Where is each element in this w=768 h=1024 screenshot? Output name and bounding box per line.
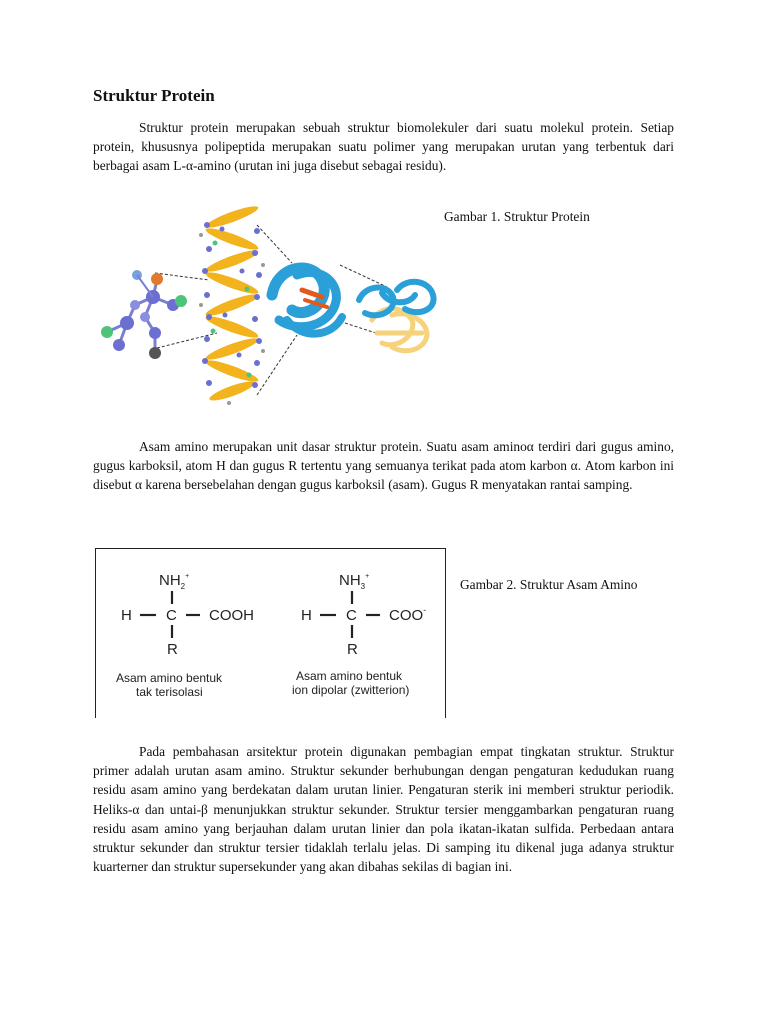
- left-label-line2: tak terisolasi: [136, 685, 203, 699]
- figure-2-caption: Gambar 2. Struktur Asam Amino: [460, 577, 638, 592]
- paragraph-amino-acid: Asam amino merupakan unit dasar struktur protein. Suatu asam aminoα terdiri dari gugus amino, gugus karboksil, atom H dan gugus R tertentu yang semuanya terikat pada atom karbon α. Atom karbon ini disebut α karena bersebelahan dengan gugus karboksil (asam). Gugus R menyatakan rantai samping.: [93, 439, 674, 493]
- quaternary-structure: [359, 282, 434, 351]
- amino-acid-structure-figure: [96, 549, 445, 719]
- amino-acid-unionized: [116, 572, 254, 699]
- left-c-atom: C: [166, 607, 177, 624]
- page-title: Struktur Protein: [93, 86, 215, 105]
- right-r-group: R: [347, 641, 358, 658]
- alpha-helix: [199, 205, 265, 405]
- right-c-atom: C: [346, 607, 357, 624]
- paragraph-intro: Struktur protein merupakan sebuah struktur biomolekuler dari suatu molekul protein. Setiap protein, khususnya polipeptida merupakan suatu polimer yang merupakan urutan yang terbentuk dari berbagai asam L-α-amino (urutan ini juga disebut sebagai residu).: [93, 120, 674, 174]
- tertiary-structure: [272, 268, 342, 334]
- right-coo-group: COO-: [389, 605, 427, 624]
- right-label-line2: ion dipolar (zwitterion): [292, 683, 410, 697]
- amino-acid-zwitterion: [292, 572, 426, 697]
- figure-1-caption: Gambar 1. Struktur Protein: [444, 209, 590, 224]
- right-label-line1: Asam amino bentuk: [296, 669, 403, 683]
- left-top-group: $NH_2^+$: [159, 572, 190, 591]
- left-r-group: R: [167, 641, 178, 658]
- right-h-atom: H: [301, 607, 312, 624]
- right-top-group: $NH_3^+$: [339, 572, 370, 591]
- left-h-atom: H: [121, 607, 132, 624]
- protein-structure-figure: [97, 205, 442, 410]
- paragraph-architecture: Pada pembahasan arsitektur protein digunakan pembagian empat tingkatan struktur. Struktur primer adalah urutan asam amino. Struktur sekunder berhubungan dengan pengaturan kedudukan ruang residu asam amino yang berdekatan dalam urutan linier. Pengaturan sterik ini memberi struktur periodik. Heliks-α dan untai-β menunjukkan struktur sekunder. Struktur tersier menggambarkan pengaturan ruang residu asam amino yang berjauhan dalam urutan linier dan pola ikatan-ikatan sulfida. Perbedaan antara struktur sekunder dan struktur tersier tidaklah terlalu jelas. Di samping itu dikenal juga adanya struktur kuarterner dan struktur supersekunder yang akan dibahas sekilas di bagian ini.: [93, 744, 674, 875]
- amino-acid-molecule: [101, 270, 187, 359]
- left-label-line1: Asam amino bentuk: [116, 671, 223, 685]
- dashed-connectors: [155, 225, 387, 395]
- amino-acid-figure-frame: [95, 548, 446, 718]
- left-cooh-group: COOH: [209, 607, 254, 624]
